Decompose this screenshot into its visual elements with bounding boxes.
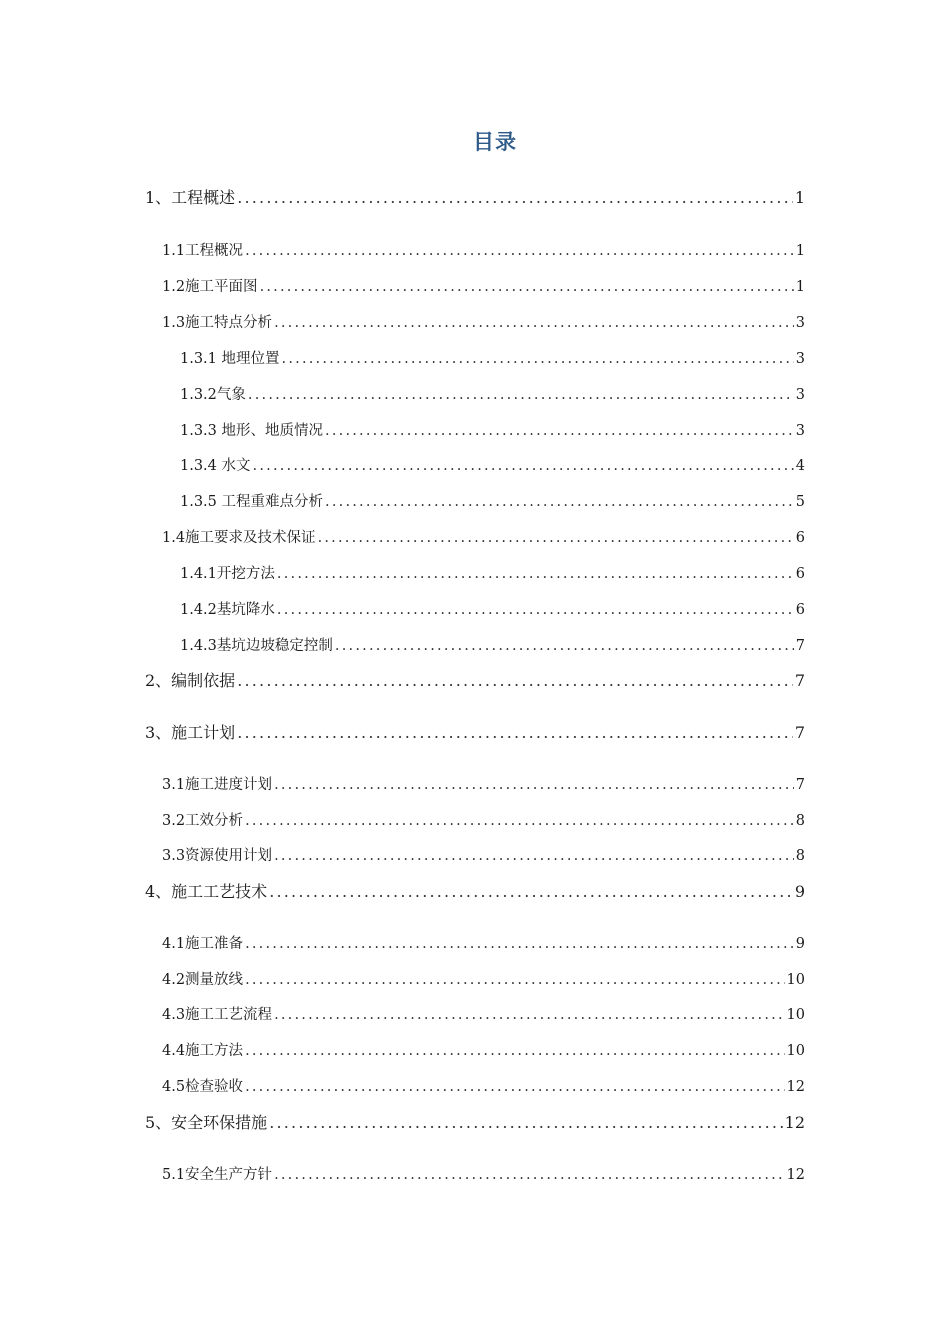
toc-page-number: 12	[786, 1079, 805, 1095]
toc-page-number: 3	[795, 423, 805, 439]
toc-page-number: 3	[795, 387, 805, 403]
toc-entry-text: 1.2施工平面图	[162, 279, 258, 295]
toc-entry[interactable]	[180, 348, 805, 370]
toc-entry[interactable]	[162, 845, 805, 867]
toc-entry-text: 1、工程概述	[145, 188, 236, 207]
toc-dot-leader	[274, 1004, 784, 1026]
toc-entry-text: 4.3施工工艺流程	[162, 1007, 273, 1023]
toc-dot-leader	[277, 563, 794, 585]
toc-dot-leader	[237, 670, 793, 692]
toc-entry-text: 3.2工效分析	[162, 813, 244, 829]
toc-entry-text: 4、施工工艺技术	[145, 882, 268, 901]
toc-entry[interactable]	[162, 276, 805, 298]
toc-entry[interactable]	[145, 187, 805, 209]
toc-dot-leader	[237, 187, 793, 209]
toc-dot-leader	[245, 1040, 784, 1062]
toc-dot-leader	[318, 527, 794, 549]
toc-entry-text: 1.4.2基坑降水	[180, 602, 275, 618]
toc-page-number: 5	[795, 494, 805, 510]
toc-entry-text: 2、编制依据	[145, 671, 236, 690]
toc-entry-text: 1.3.3 地形、地质情况	[180, 423, 324, 439]
toc-entry-text: 1.1工程概况	[162, 243, 244, 259]
toc-entry-text: 1.4.3基坑边坡稳定控制	[180, 638, 333, 654]
toc-page-number: 7	[795, 638, 805, 654]
toc-entry-text: 4.5检查验收	[162, 1079, 244, 1095]
toc-entry[interactable]	[180, 635, 805, 657]
toc-entry[interactable]	[180, 384, 805, 406]
toc-dot-leader	[248, 384, 794, 406]
toc-entry[interactable]	[145, 722, 805, 744]
toc-entry[interactable]	[162, 1076, 805, 1098]
toc-entry[interactable]	[162, 1040, 805, 1062]
toc-dot-leader	[274, 1164, 784, 1186]
toc-page-number: 12	[786, 1167, 805, 1183]
toc-entry[interactable]	[145, 1112, 805, 1134]
toc-entry-text: 4.2测量放线	[162, 972, 244, 988]
toc-entry-text: 5、安全环保措施	[145, 1113, 268, 1132]
toc-dot-leader	[277, 599, 794, 621]
toc-page-number: 8	[795, 848, 805, 864]
toc-entry[interactable]	[145, 670, 805, 692]
toc-entry[interactable]	[162, 933, 805, 955]
toc-entry-text: 5.1安全生产方针	[162, 1167, 273, 1183]
toc-entry-text: 1.3.5 工程重难点分析	[180, 494, 324, 510]
toc-page-number: 9	[795, 936, 805, 952]
toc-dot-leader	[237, 722, 793, 744]
toc-page-number: 9	[794, 882, 805, 901]
toc-dot-leader	[269, 1112, 782, 1134]
toc-entry[interactable]	[162, 969, 805, 991]
toc-page-number: 1	[794, 188, 805, 207]
toc-dot-leader	[253, 455, 794, 477]
toc-page-number: 7	[795, 777, 805, 793]
toc-entry-text: 1.4施工要求及技术保证	[162, 530, 316, 546]
toc-dot-leader	[274, 312, 794, 334]
toc-page-number: 6	[795, 530, 805, 546]
toc-dot-leader	[274, 774, 794, 796]
toc-page-number: 3	[795, 351, 805, 367]
toc-entry-text: 1.3.4 水文	[180, 458, 251, 474]
toc-entry[interactable]	[162, 810, 805, 832]
toc-page-number: 7	[794, 671, 805, 690]
toc-page-number: 6	[795, 602, 805, 618]
toc-page-number: 1	[795, 279, 805, 295]
toc-dot-leader	[245, 969, 784, 991]
toc-page-number: 10	[786, 1007, 805, 1023]
toc-entry[interactable]	[162, 1004, 805, 1026]
toc-entry[interactable]	[162, 240, 805, 262]
toc-entry[interactable]	[180, 491, 805, 513]
toc-page-number: 1	[795, 243, 805, 259]
toc-entry[interactable]	[162, 312, 805, 334]
toc-page-number: 10	[786, 1043, 805, 1059]
toc-entry-text: 4.4施工方法	[162, 1043, 244, 1059]
toc-page-number: 10	[786, 972, 805, 988]
toc-dot-leader	[245, 810, 794, 832]
toc-entry[interactable]	[162, 774, 805, 796]
toc-page-number: 7	[794, 723, 805, 742]
toc-dot-leader	[245, 240, 794, 262]
toc-dot-leader	[274, 845, 794, 867]
toc-entry[interactable]	[162, 527, 805, 549]
toc-page-number: 6	[795, 566, 805, 582]
toc-entry-text: 3.1施工进度计划	[162, 777, 273, 793]
toc-entry[interactable]	[180, 455, 805, 477]
toc-dot-leader	[282, 348, 794, 370]
toc-dot-leader	[269, 881, 793, 903]
page-title: 目录	[473, 130, 517, 154]
toc-entry[interactable]	[180, 563, 805, 585]
toc-entry[interactable]	[145, 881, 805, 903]
toc-entry-text: 1.3.2气象	[180, 387, 246, 403]
toc-dot-leader	[325, 420, 794, 442]
toc-entry-text: 3、施工计划	[145, 723, 236, 742]
toc-entry[interactable]	[180, 599, 805, 621]
toc-entry-text: 1.3施工特点分析	[162, 315, 273, 331]
toc-entry-text: 1.3.1 地理位置	[180, 351, 280, 367]
toc-dot-leader	[245, 933, 794, 955]
toc-page-number: 12	[784, 1113, 805, 1132]
toc-entry-text: 3.3资源使用计划	[162, 848, 273, 864]
toc-dot-leader	[260, 276, 794, 298]
toc-entry[interactable]	[162, 1164, 805, 1186]
toc-entry[interactable]	[180, 420, 805, 442]
toc-entry-text: 4.1施工准备	[162, 936, 244, 952]
toc-dot-leader	[325, 491, 794, 513]
toc-page-number: 8	[795, 813, 805, 829]
toc-page-number: 4	[795, 458, 805, 474]
toc-entry-text: 1.4.1开挖方法	[180, 566, 275, 582]
toc-dot-leader	[335, 635, 794, 657]
toc-dot-leader	[245, 1076, 784, 1098]
toc-page-number: 3	[795, 315, 805, 331]
